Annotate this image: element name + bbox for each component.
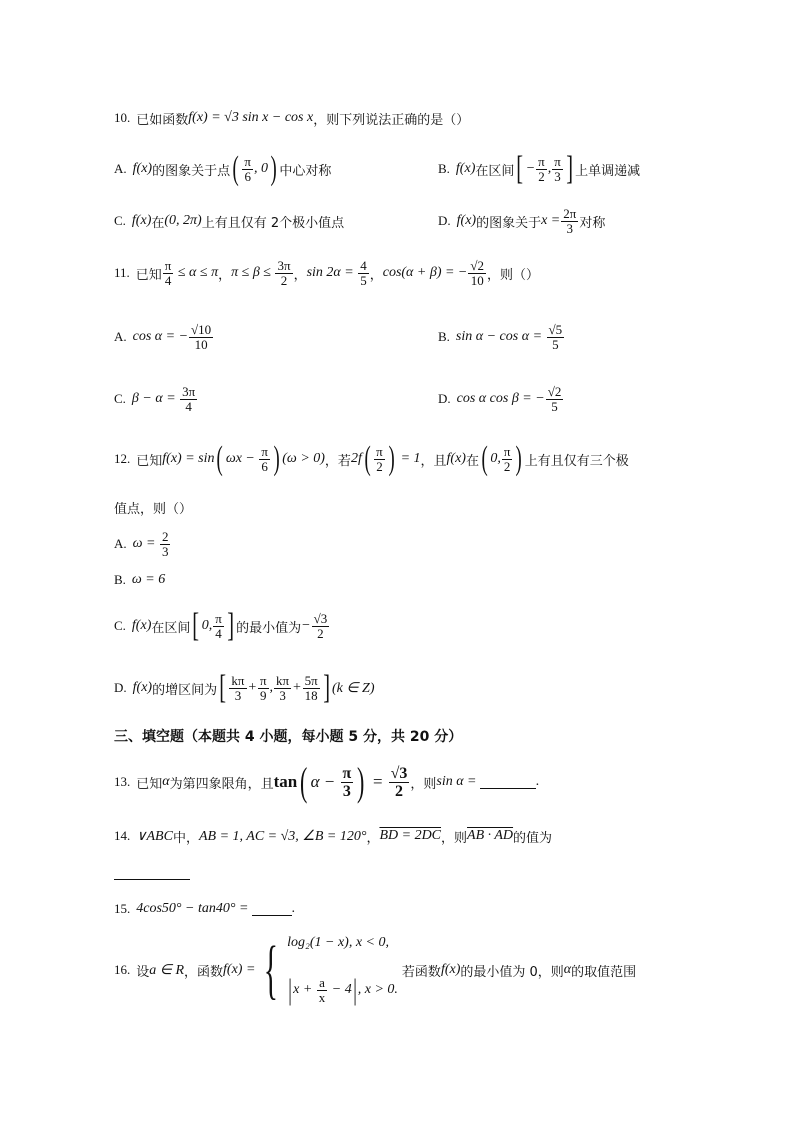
q12-option-a: A. ω = $\frac{2}{3}$ xyxy=(114,528,169,559)
q16: 16. 设 a ∈ R ，函数 f(x) = { log₂(1 − x), x < 0, | x + $\frac{a}{x}$ − 4 | , x > 0. 若函数 f(x) 的最小值为 0，则 α 的取值范围 xyxy=(114,933,637,1006)
q14-answer-blank xyxy=(114,866,190,880)
q10-option-b: B. f(x) 在区间 [ − $\frac{\pi}{2}$ , $\frac{\pi}{3}$ ] 上单调递减 xyxy=(438,150,641,187)
q12-option-b: B. ω = 6 xyxy=(114,572,166,587)
q15-answer-blank xyxy=(252,903,292,916)
q10-option-a: A. f(x) 的图象关于点 ( $\frac{\pi}{6}$ , 0 ) 中心对称 xyxy=(114,150,332,187)
q11-stem: 11. 已知 $\frac{\pi}{4}$ ≤ α ≤ π ， π ≤ β ≤ $\frac{3\pi}{2}$ ， sin 2α = $\frac{4}{5}$ ， cos(α + β) = − $\frac{√2}{10}$ ，则（） xyxy=(114,257,540,288)
q11-option-a: A. cos α = − $\frac{√10}{10}$ xyxy=(114,321,212,352)
q10-option-d: D. f(x) 的图象关于 x = $\frac{2\pi}{3}$ 对称 xyxy=(438,205,606,236)
q12-option-d: D. f(x) 的增区间为 [ $\frac{k\pi}{3}$ + $\frac{\pi}{9}$ , $\frac{k\pi}{3}$ + $\frac{5\pi}{18}$ ] (k ∈ Z) xyxy=(114,669,375,706)
q10-option-c: C. f(x) 在 (0, 2π) 上有且仅有 2个极小值点 xyxy=(114,213,345,231)
q12-option-c: C. f(x) 在区间 [ 0, $\frac{\pi}{4}$ ] 的最小值为 − $\frac{√3}{2}$ xyxy=(114,607,328,644)
q11-option-d: D. cos α cos β = − $\frac{√2}{5}$ xyxy=(438,383,562,414)
q12-stem-continued: 值点，则（） xyxy=(114,501,193,517)
q11-option-c: C. β − α = $\frac{3\pi}{4}$ xyxy=(114,383,196,414)
q10-number: 10. xyxy=(114,110,131,125)
section-3-heading: 三、填空题（本题共 4 小题，每小题 5 分，共 20 分） xyxy=(114,729,463,745)
q14: 14. ∨ABC 中， AB = 1, AC = √3, ∠B = 120° ， BD = 2DC ，则 AB · AD 的值为 xyxy=(114,828,553,846)
q15: 15. 4cos50° − tan40° = . xyxy=(114,901,296,916)
q13-answer-blank xyxy=(480,776,536,789)
q10-stem: 10. 已如函数 f(x) = √3 sin x − cos x ，则下列说法正确的是（） xyxy=(114,110,470,128)
q12-stem: 12. 已知 f(x) = sin ( ωx − $\frac{\pi}{6}$ ) (ω > 0) ，若 2f ( $\frac{\pi}{2}$ ) = 1 ，且 f(x) 在 ( 0, $\frac{\pi}{2}$ ) 上有且仅有三个极 xyxy=(114,440,629,477)
q11-option-b: B. sin α − cos α = $\frac{√5}{5}$ xyxy=(438,321,563,352)
q10-function: f(x) = √3 sin x − cos x xyxy=(188,110,314,125)
q16-piecewise: log₂(1 − x), x < 0, | x + $\frac{a}{x}$ − 4 | , x > 0. xyxy=(287,935,398,1006)
q13: 13. 已知 α 为第四象限角，且 tan ( α − $\frac{\pi}{3}$ ) = $\frac{√3}{2}$ ，则 sin α = . xyxy=(114,759,540,804)
